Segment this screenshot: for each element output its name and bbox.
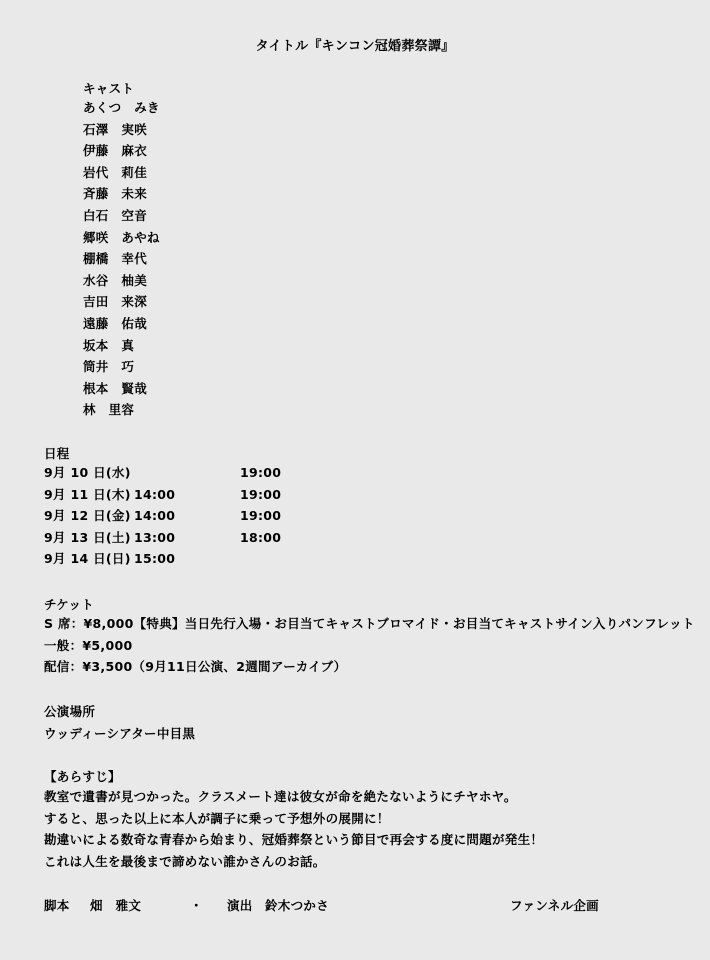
synopsis-text xyxy=(44,789,543,875)
cast-member: 棚橋 幸代 xyxy=(83,251,148,267)
schedule-matinee: 15:00 xyxy=(134,551,176,566)
producer-name: ファンネル企画 xyxy=(510,898,599,913)
schedule-row xyxy=(44,465,344,487)
credits-footer xyxy=(44,896,664,914)
script-name: 畑 雅文 xyxy=(90,898,142,913)
venue-name: ウッディーシアター中目黒 xyxy=(44,726,196,741)
schedule-date: 9月 10 日(水) xyxy=(44,465,131,480)
schedule-table xyxy=(44,465,344,573)
venue-heading: 公演場所 xyxy=(44,704,96,719)
cast-member: 伊藤 麻衣 xyxy=(83,143,148,159)
schedule-date: 9月 13 日(土) xyxy=(44,529,131,545)
credits-separator: ・ xyxy=(190,898,203,913)
synopsis-line: これは人生を最後まで諦めない誰かさんのお話。 xyxy=(44,853,326,869)
schedule-evening: 18:00 xyxy=(240,529,282,545)
cast-member: 筒井 巧 xyxy=(83,359,135,375)
cast-member: 坂本 真 xyxy=(83,337,135,353)
schedule-row xyxy=(44,530,344,552)
director-name: 鈴木つかさ xyxy=(265,898,330,913)
schedule-matinee: 13:00 xyxy=(134,529,176,545)
cast-member: 郷咲 あやね xyxy=(83,229,160,245)
cast-member: 白石 空音 xyxy=(83,207,148,223)
ticket-general: 一般：¥5,000 xyxy=(44,637,133,653)
schedule-matinee: 14:00 xyxy=(134,486,176,502)
schedule-evening: 19:00 xyxy=(240,508,282,523)
cast-member: 岩代 莉佳 xyxy=(83,164,148,180)
cast-member: 根本 賢哉 xyxy=(83,380,148,396)
ticket-streaming: 配信：¥3,500（9月11日公演、2週間アーカイブ） xyxy=(44,659,347,674)
schedule-evening: 19:00 xyxy=(240,465,282,480)
cast-member: 遠藤 佑哉 xyxy=(83,315,148,331)
schedule-date: 9月 12 日(金) xyxy=(44,508,131,523)
synopsis-heading: 【あらすじ】 xyxy=(44,769,121,784)
page-title: タイトル『キンコン冠婚葬祭譚』 xyxy=(255,39,455,54)
schedule-evening: 19:00 xyxy=(240,486,282,502)
ticket-heading: チケット xyxy=(44,597,95,612)
schedule-date: 9月 14 日(日) xyxy=(44,551,131,566)
cast-heading: キャスト xyxy=(83,81,135,96)
script-label: 脚本 xyxy=(44,898,70,913)
ticket-s-seat: S 席：¥8,000【特典】当日先行入場・お目当てキャストブロマイド・お目当てキャストサイン入りパンフレット xyxy=(44,616,695,631)
synopsis-line: 勘違いによる数奇な青春から始まり、冠婚葬祭という節目で再会する度に問題が発生！ xyxy=(44,832,544,847)
cast-list xyxy=(83,100,160,424)
schedule-matinee: 14:00 xyxy=(134,508,176,523)
cast-member: あくつ みき xyxy=(83,100,160,115)
schedule-date: 9月 11 日(木) xyxy=(44,486,131,502)
cast-member: 水谷 柚美 xyxy=(83,272,148,288)
synopsis-line: 教室で遺書が見つかった。クラスメート達は彼女が命を絶たないようにチヤホヤ。 xyxy=(44,789,517,804)
schedule-row xyxy=(44,551,344,573)
director-label: 演出 xyxy=(227,898,253,913)
schedule-row xyxy=(44,508,344,530)
cast-member: 斉藤 未来 xyxy=(83,186,148,202)
cast-member: 吉田 来深 xyxy=(83,294,148,310)
schedule-row xyxy=(44,487,344,509)
schedule-heading: 日程 xyxy=(44,446,70,461)
cast-member: 林 里容 xyxy=(83,402,135,418)
synopsis-line: すると、思った以上に本人が調子に乗って予想外の展開に！ xyxy=(44,810,390,826)
cast-member: 石澤 実咲 xyxy=(83,121,148,137)
ticket-list xyxy=(44,616,695,681)
